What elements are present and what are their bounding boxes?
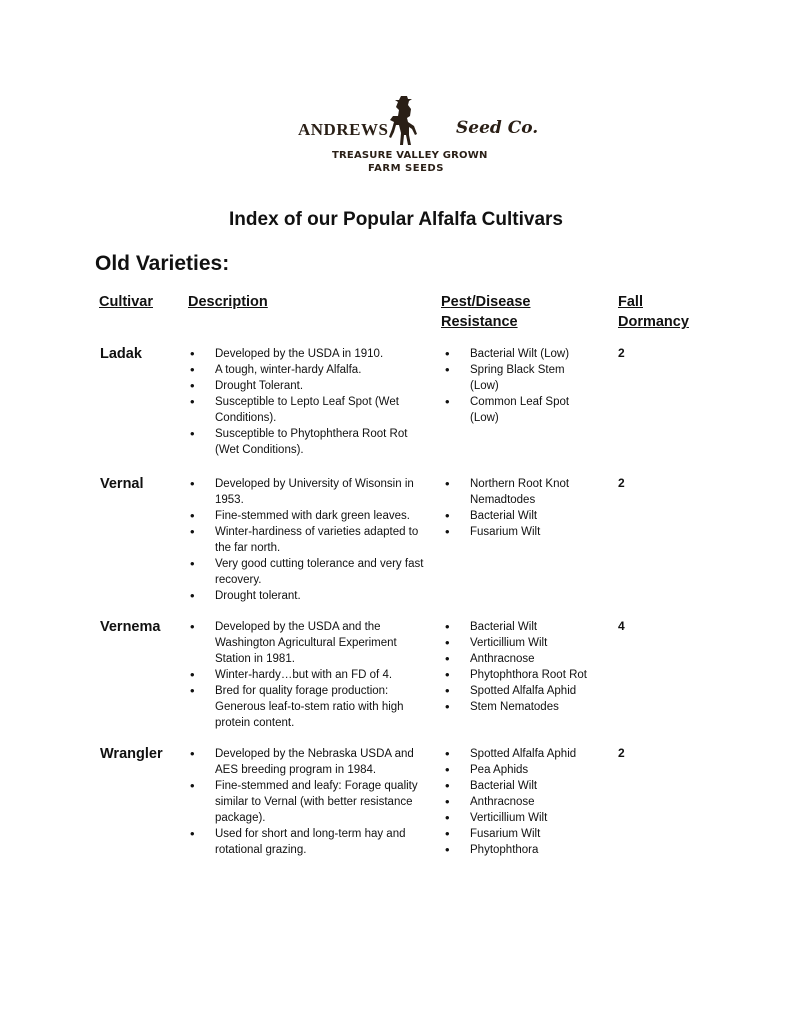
logo-brand-suffix: Seed Co. <box>456 118 539 138</box>
resistance-item: • Fusarium Wilt <box>443 826 593 842</box>
resistance-item: • Common Leaf Spot (Low) <box>443 394 593 426</box>
resistance-item: • Phytophthora <box>443 842 593 858</box>
logo-tagline-1: TREASURE VALLEY GROWN <box>332 150 488 161</box>
description-item: • Winter-hardy…but with an FD of 4. <box>188 667 428 683</box>
description-item: • Susceptible to Lepto Leaf Spot (Wet Conditions). <box>188 394 428 426</box>
resistance-item: • Bacterial Wilt <box>443 508 593 524</box>
description-item: • A tough, winter-hardy Alfalfa. <box>188 362 428 378</box>
resistance-item: • Bacterial Wilt <box>443 778 593 794</box>
header-cultivar: Cultivar <box>99 294 153 310</box>
resistance-item: • Spotted Alfalfa Aphid <box>443 683 593 699</box>
description-item: • Susceptible to Phytophthera Root Rot (Wet Conditions). <box>188 426 428 458</box>
cultivar-name: Vernema <box>100 619 161 635</box>
cultivar-name: Ladak <box>100 346 142 362</box>
resistance-item: • Verticillium Wilt <box>443 635 593 651</box>
fall-dormancy-value: 2 <box>618 346 625 360</box>
cultivar-name: Wrangler <box>100 746 163 762</box>
description-item: • Developed by the USDA and the Washington Agricultural Experiment Station in 1981. <box>188 619 428 667</box>
header-fall-line2: Dormancy <box>618 314 689 330</box>
resistance-item: • Northern Root Knot Nemadtodes <box>443 476 593 508</box>
resistance-list <box>443 746 593 858</box>
resistance-item: • Anthracnose <box>443 651 593 667</box>
description-item: • Fine-stemmed and leafy: Forage quality similar to Vernal (with better resistance package). <box>188 778 428 826</box>
resistance-item: • Spring Black Stem (Low) <box>443 362 593 394</box>
cultivar-name: Vernal <box>100 476 144 492</box>
fall-dormancy-value: 2 <box>618 476 625 490</box>
header-pest-line2: Resistance <box>441 314 518 330</box>
resistance-item: • Fusarium Wilt <box>443 524 593 540</box>
cowboy-horse-icon <box>384 94 422 150</box>
header-description: Description <box>188 294 268 310</box>
resistance-item: • Verticillium Wilt <box>443 810 593 826</box>
description-list <box>188 746 428 858</box>
resistance-list <box>443 619 593 715</box>
description-item: • Developed by University of Wisonsin in 1953. <box>188 476 428 508</box>
description-item: • Winter-hardiness of varieties adapted to the far north. <box>188 524 428 556</box>
header-pest-line1: Pest/Disease <box>441 294 531 310</box>
header-fall-line1: Fall <box>618 294 643 310</box>
header-fall-dormancy <box>618 292 698 332</box>
description-list <box>188 476 428 604</box>
description-item: • Drought tolerant. <box>188 588 428 604</box>
logo-tagline-2: FARM SEEDS <box>368 163 444 174</box>
resistance-item: • Spotted Alfalfa Aphid <box>443 746 593 762</box>
resistance-item: • Bacterial Wilt <box>443 619 593 635</box>
section-title: Old Varieties: <box>95 252 230 275</box>
resistance-item: • Stem Nematodes <box>443 699 593 715</box>
description-item: • Developed by the USDA in 1910. <box>188 346 428 362</box>
description-list <box>188 346 428 458</box>
resistance-item: • Bacterial Wilt (Low) <box>443 346 593 362</box>
header-pest-resistance <box>441 292 561 332</box>
resistance-item: • Phytophthora Root Rot <box>443 667 593 683</box>
page-title: Index of our Popular Alfalfa Cultivars <box>229 209 563 230</box>
resistance-list <box>443 476 593 540</box>
description-item: • Used for short and long-term hay and rotational grazing. <box>188 826 428 858</box>
description-item: • Very good cutting tolerance and very fast recovery. <box>188 556 428 588</box>
logo-brand: ANDREWS <box>298 120 389 139</box>
fall-dormancy-value: 4 <box>618 619 625 633</box>
description-item: • Fine-stemmed with dark green leaves. <box>188 508 428 524</box>
resistance-item: • Pea Aphids <box>443 762 593 778</box>
description-item: • Developed by the Nebraska USDA and AES breeding program in 1984. <box>188 746 428 778</box>
resistance-item: • Anthracnose <box>443 794 593 810</box>
resistance-list <box>443 346 593 426</box>
description-list <box>188 619 428 731</box>
fall-dormancy-value: 2 <box>618 746 625 760</box>
description-item: • Bred for quality forage production: Generous leaf-to-stem ratio with high protein content. <box>188 683 428 731</box>
description-item: • Drought Tolerant. <box>188 378 428 394</box>
company-logo <box>290 92 550 184</box>
